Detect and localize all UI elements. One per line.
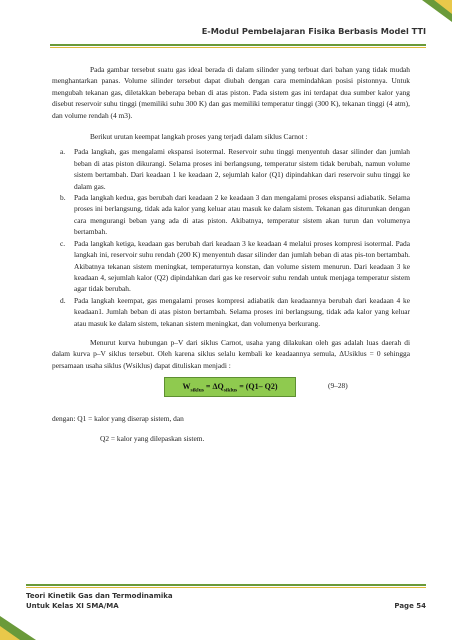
list-marker: a. (60, 147, 66, 157)
list-marker: b. (60, 193, 66, 203)
header-title: E-Modul Pembelajaran Fisika Berbasis Model TTI (201, 26, 426, 36)
list-item-text: Pada langkah kedua, gas berubah dari keadaan 2 ke keadaan 3 dan mengalami proses ekspansi adiabatik. Selama proses ini berlangsung, tidak ada kalor yang keluar atau masuk ke dalam sistem. Tekanan gas diturunkan dengan cara mengurangi beban yang ada di atas piston. Akibatnya, temperatur sistem akan turun dan volumenya bertambah. (74, 193, 410, 237)
footer-book-title: Teori Kinetik Gas dan Termodinamika (26, 592, 173, 600)
intro-paragraph: Pada gambar tersebut suatu gas ideal berada di dalam silinder yang terbuat dari bahan yang tidak mudah menghantarkan panas. Volume silinder tersebut dapat diubah dengan cara memindahkan posisi pistonnya. Untuk mengubah tekanan gas, diletakkan beberapa beban di atas piston. Pada sistem gas ini terdapat dua sumber kalor yang disebut reservoir suhu tinggi (memiliki suhu 300 K) dan gas memiliki temperatur tinggi (300 K), tekanan tinggi (4 atm), dan volume rendah (4 m3). (52, 65, 410, 120)
list-item (60, 146, 410, 192)
list-item-text: Pada langkah, gas mengalami ekspansi isotermal. Reservoir suhu tinggi menyentuh dasar silinder dan jumlah beban di atas piston dikurangi. Selama proses ini berlangsung, temperatur sistem tidak berubah, namun volume sistem bertambah. Dari keadaan 1 ke keadaan 2, sejumlah kalor (Q1) dipindahkan dari reservoir suhu tinggi ke dalam gas. (74, 147, 410, 191)
list-item (60, 192, 410, 238)
header-rule-accent (50, 47, 426, 48)
carnot-steps-list (52, 146, 410, 329)
where-line-2: Q2 = kalor yang dilepaskan sistem. (100, 433, 205, 443)
footer-rule-accent (26, 587, 426, 588)
list-item-text: Pada langkah keempat, gas mengalami proses kompresi adiabatik dan keadaannya berubah dari keadaan 4 ke keadaan1. Jumlah beban di atas piston bertambah. Selama proses ini berlangsung, tidak ada kalor yang keluar atau masuk ke dalam sistem, tekanan sistem meningkat, dan volumenya berkurang. (74, 295, 410, 328)
formula-box: $W_{siklus} = \Delta Q_{siklus} = (Q1-$ Q2) (164, 377, 296, 397)
equation-number: (9–28) (328, 381, 348, 391)
summary-paragraph: Menurut kurva hubungan p–V dari siklus Carnot, usaha yang dilakukan oleh gas adalah luas daerah di dalam kurva p–V siklus tersebut. Oleh karena siklus selalu kembali ke keadaannya semula, ΔUsiklus = 0 sehingga persamaan usaha siklus (Wsiklus) dapat dituliskan menjadi : (52, 337, 410, 370)
steps-intro: Berikut urutan keempat langkah proses yang terjadi dalam siklus Carnot : (90, 132, 308, 142)
where-line-1: dengan: Q1 = kalor yang diserap sistem, dan (52, 414, 184, 424)
corner-ribbon-top-right-accent (434, 0, 452, 14)
formula-row (52, 377, 410, 403)
list-item (60, 238, 410, 295)
list-marker: c. (60, 238, 66, 248)
list-item (60, 295, 410, 329)
page-number: Page 54 (394, 602, 426, 610)
corner-ribbon-bottom-left-accent (0, 626, 20, 640)
list-item-text: Pada langkah ketiga, keadaan gas berubah dari keadaan 3 ke keadaan 4 melalui proses kompresi isotermal. Pada langkah ini, reservoir suhu rendah (200 K) menyentuh dasar silinder dan jumlah beban di atas pis-ton bertambah. Akibatnya tekanan sistem meningkat, temperaturnya konstan, dan volume sistem menurun. Dari keadaan 3 ke keadaan 4, sejumlah kalor (Q2) dipindahkan dari gas ke reservoir suhu rendah untuk menjaga temperatur sistem agar tidak berubah. (74, 238, 410, 294)
body-content (52, 64, 410, 444)
footer-audience: Untuk Kelas XI SMA/MA (26, 602, 119, 610)
header-rule (50, 44, 426, 46)
footer-rule (26, 584, 426, 586)
list-marker: d. (60, 295, 66, 305)
